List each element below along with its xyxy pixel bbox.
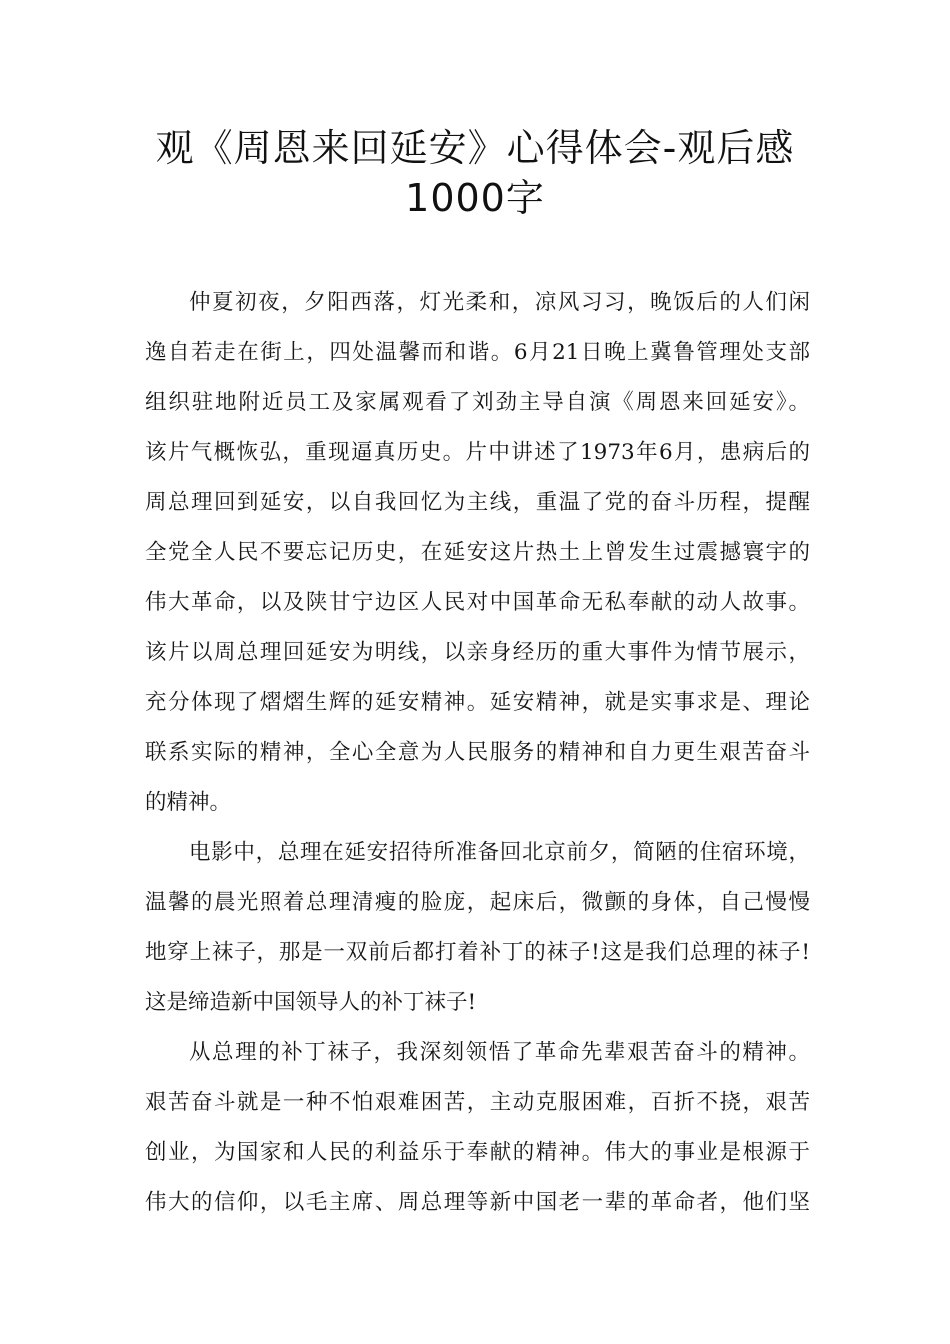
text-line: 全党全人民不要忘记历史，在延安这片热土上曾发生过震撼寰宇的 (145, 540, 810, 565)
text-line: 周总理回到延安，以自我回忆为主线，重温了党的奋斗历程，提醒 (145, 490, 810, 515)
text-line: 该片以周总理回延安为明线，以亲身经历的重大事件为情节展示， (145, 640, 810, 665)
text-line: 该片气概恢弘，重现逼真历史。片中讲述了1973年6月，患病后的 (145, 440, 810, 465)
paragraph (145, 1028, 810, 1228)
document-body (145, 278, 810, 1228)
text-line: 这是缔造新中国领导人的补丁袜子! (145, 990, 477, 1015)
title-line: 观《周恩来回延安》心得体会-观后感 (155, 126, 795, 170)
paragraph (145, 828, 810, 1028)
title-line: 1000字 (405, 176, 545, 220)
text-line: 地穿上袜子，那是一双前后都打着补丁的袜子!这是我们总理的袜子! (145, 940, 810, 965)
paragraph (145, 278, 810, 828)
text-line: 艰苦奋斗就是一种不怕艰难困苦，主动克服困难，百折不挠，艰苦 (145, 1090, 810, 1115)
text-line: 的精神。 (145, 790, 232, 815)
text-line: 温馨的晨光照着总理清瘦的脸庞，起床后，微颤的身体，自己慢慢 (145, 890, 810, 915)
text-line: 伟大的信仰，以毛主席、周总理等新中国老一辈的革命者，他们坚 (145, 1190, 810, 1215)
text-line: 电影中，总理在延安招待所准备回北京前夕，简陋的住宿环境， (189, 840, 810, 865)
text-line: 伟大革命，以及陕甘宁边区人民对中国革命无私奉献的动人故事。 (145, 590, 810, 615)
text-line: 仲夏初夜，夕阳西落，灯光柔和，凉风习习，晚饭后的人们闲 (189, 290, 810, 315)
text-line: 充分体现了熠熠生辉的延安精神。延安精神，就是实事求是、理论 (145, 690, 810, 715)
document-title (100, 120, 850, 220)
text-line: 联系实际的精神，全心全意为人民服务的精神和自力更生艰苦奋斗 (145, 740, 810, 765)
text-line: 从总理的补丁袜子，我深刻领悟了革命先辈艰苦奋斗的精神。 (189, 1040, 810, 1065)
text-line: 组织驻地附近员工及家属观看了刘劲主导自演《周恩来回延安》。 (145, 390, 810, 415)
text-line: 创业，为国家和人民的利益乐于奉献的精神。伟大的事业是根源于 (145, 1140, 810, 1165)
text-line: 逸自若走在街上，四处温馨而和谐。6月21日晚上冀鲁管理处支部 (145, 340, 810, 365)
